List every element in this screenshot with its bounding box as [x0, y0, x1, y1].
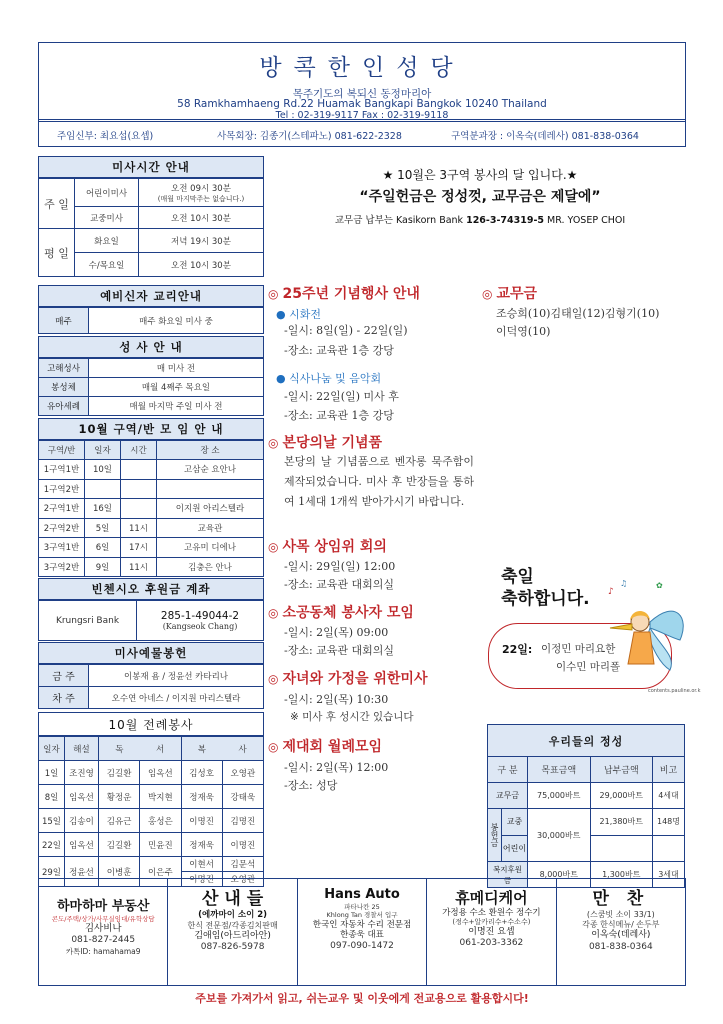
- tithe-title-text: 교무금: [496, 286, 538, 302]
- council-date: -일시: 29일(일) 12:00: [284, 560, 396, 573]
- col-header: 서: [140, 737, 181, 761]
- svg-text:♪: ♪: [608, 587, 614, 597]
- svg-text:✿: ✿: [656, 581, 663, 590]
- sacrament-label: 유아세례: [39, 397, 89, 416]
- cell: [121, 479, 157, 499]
- cell: 고유미 디에나: [157, 538, 264, 558]
- vincent-bank: Krungsri Bank: [39, 601, 137, 641]
- cell: [157, 479, 264, 499]
- cell: 황정운: [99, 785, 140, 809]
- ring-icon: ◎: [268, 606, 279, 620]
- church-address: 58 Ramkhamhaeng Rd.22 Huamak Bangkapi Bangkok 10240 Thailand: [177, 98, 547, 110]
- cell: 29일: [39, 857, 65, 887]
- cell: 3구역2반: [39, 557, 85, 577]
- ad-name: 하마하마 부동산: [56, 899, 150, 914]
- small-community-date: -일시: 2일(목) 09:00: [284, 626, 389, 639]
- ring-icon: ◎: [268, 540, 279, 554]
- bank-notice: [270, 212, 690, 226]
- ad-manchan: [557, 879, 685, 985]
- pastor: 주임신부: 최요섭(요셉): [57, 131, 154, 142]
- mass-note: (매월 마지막주는 없습니다.): [157, 194, 245, 203]
- gift-title: [268, 432, 382, 452]
- ring-icon: ◎: [268, 672, 279, 686]
- mass-time: 오전 10시 30분: [139, 253, 264, 277]
- cell: 22일: [39, 833, 65, 857]
- sacrament-title: 성 사 안 내: [38, 336, 264, 358]
- ad-line: (스쿰빗 소이 33/1): [586, 910, 655, 920]
- main-label: 교중: [502, 809, 527, 836]
- vincent-account-cell: [137, 601, 264, 641]
- anniversary-title: [268, 283, 420, 303]
- ad-sannaedeul: [168, 879, 297, 985]
- district-meeting-section: [38, 418, 264, 577]
- footer-message: 주보를 가져가서 읽고, 쉬는교우 및 이웃에게 전교용으로 활용합시다!: [195, 992, 529, 1005]
- bank-holder: MR. YOSEP CHOI: [544, 215, 626, 226]
- district-meeting-title: 10월 구역/반 모 임 안 내: [38, 418, 264, 440]
- cell: 3구역1반: [39, 538, 85, 558]
- info-bar: [38, 119, 686, 147]
- tithe-line: 조승희(10)김태일(12)김형기(10): [496, 307, 660, 320]
- mass-name: 어린이미사: [75, 179, 139, 207]
- ad-line: 087-826-5978: [200, 942, 265, 953]
- ad-name: Hans Auto: [324, 887, 400, 902]
- cell: 김길환: [99, 833, 140, 857]
- ad-line: 김애임(아드리아안): [194, 930, 271, 941]
- cell: 1구역2반: [39, 479, 85, 499]
- cell: 11시: [121, 518, 157, 538]
- council-president: 사목회장: 김종기(스테파노) 081-622-2328: [217, 131, 402, 142]
- cell: [590, 835, 653, 862]
- col-header: 해설: [65, 737, 99, 761]
- col-header: 일자: [85, 441, 121, 460]
- vincent-title: 빈첸시오 후원금 계좌: [38, 578, 264, 600]
- liturgy-section: [38, 712, 264, 887]
- legion-place: -장소: 성당: [284, 779, 338, 792]
- concert-date: -일시: 22일(일) 미사 후: [284, 390, 399, 403]
- cell: [121, 499, 157, 519]
- cell: 1,300바트: [590, 862, 653, 888]
- col-header: 구역/반: [39, 441, 85, 460]
- cell: 이병훈: [99, 857, 140, 887]
- cell: 김명진: [222, 809, 263, 833]
- district-head: 구역분과장 : 이옥숙(데레사) 081-838-0364: [451, 131, 639, 142]
- church-contact: Tel : 02-319-9117 Fax : 02-319-9118: [275, 110, 449, 121]
- cell: 2구역1반: [39, 499, 85, 519]
- ad-name: 휴메디케어: [455, 889, 528, 907]
- ad-line: 파타나칸 25: [344, 903, 380, 912]
- cell: 8,000바트: [528, 862, 591, 888]
- cell: 29,000바트: [590, 783, 653, 809]
- ad-name: 만 찬: [592, 889, 650, 909]
- col-header: 납부금액: [590, 757, 653, 783]
- image-credit: contents.pauline.or.k: [648, 688, 701, 694]
- ring-icon: ◎: [268, 287, 279, 301]
- vincent-section: [38, 578, 264, 641]
- bank-number: 126-3-74319-5: [466, 215, 545, 226]
- cell: 홍성은: [140, 809, 181, 833]
- cell: 이은주: [140, 857, 181, 887]
- cell: 복지후원금: [488, 862, 528, 888]
- cell: 21,380바트: [590, 809, 653, 836]
- cell: 고삼순 요안나: [157, 460, 264, 480]
- cell: 임옥선: [65, 833, 99, 857]
- mass-name: 교중미사: [75, 207, 139, 229]
- exhibition-subtitle: ● 시화전: [276, 308, 321, 321]
- ad-line: 097-090-1472: [330, 940, 394, 951]
- anniversary-title-text: 25주년 기념행사 안내: [282, 286, 420, 302]
- council-place: -장소: 교육관 대회의실: [284, 578, 395, 591]
- concert-subtitle: ● 식사나눔 및 음악회: [276, 372, 382, 385]
- cell: 이지원 아리스텔라: [157, 499, 264, 519]
- mass-times: [38, 156, 264, 277]
- sacrament-value: 매 미사 전: [89, 359, 264, 378]
- col-header: 목표금액: [528, 757, 591, 783]
- cell: 정재욱: [181, 785, 222, 809]
- col-header: 사: [222, 737, 263, 761]
- cell: 김문석: [222, 857, 263, 872]
- mass-time-cell: [139, 179, 264, 207]
- cell: 김충은 안나: [157, 557, 264, 577]
- sacrament-label: 봉성체: [39, 378, 89, 397]
- ad-hamahama: [39, 879, 168, 985]
- cell: 16일: [85, 499, 121, 519]
- ad-line: 카톡ID: hamahama9: [65, 946, 141, 956]
- offering-slogan: “주일헌금은 정성껏, 교무금은 제달에”: [359, 189, 601, 205]
- council-title-text: 사목 상임위 회의: [282, 539, 387, 555]
- col-header: 비고: [653, 757, 685, 783]
- feast-title: [501, 566, 590, 610]
- ad-line: 각종 한식메뉴/ 손두부: [582, 920, 660, 930]
- cell: 임옥선: [140, 761, 181, 785]
- sacrament-value: 매월 4째주 목요일: [89, 378, 264, 397]
- feast-date: 22일:: [502, 643, 533, 656]
- cell: 10일: [85, 460, 121, 480]
- flower-label: 금 주: [39, 665, 89, 687]
- cell: 75,000바트: [528, 783, 591, 809]
- cell: 11시: [121, 557, 157, 577]
- ad-line: 콘도/주택/상가/사무실임대/유학상담: [51, 915, 155, 924]
- tithe-line: 이덕영(10): [496, 325, 551, 338]
- cell: 3세대: [653, 862, 685, 888]
- offering-title: 우리들의 정성: [487, 724, 685, 756]
- flower-label: 차 주: [39, 687, 89, 709]
- angel-icon: [606, 578, 690, 686]
- family-mass-note: ※ 미사 후 성시간 있습니다: [290, 711, 414, 723]
- gift-text: 본당의 날 기념품으로 벤자롱 묵주함이 제작되었습니다. 미사 후 반장들을 통하여 1세대 1개씩 받아가시기 바랍니다.: [284, 455, 474, 508]
- ad-line: 이명진 요셉: [468, 927, 515, 938]
- legion-title: [268, 736, 382, 756]
- cell: 정재욱: [181, 833, 222, 857]
- header: [38, 42, 686, 122]
- cell: 박지현: [140, 785, 181, 809]
- cell: 민윤진: [140, 833, 181, 857]
- legion-title-text: 제대회 월례모임: [282, 739, 383, 755]
- cell: 2구역2반: [39, 518, 85, 538]
- offering-section: [487, 724, 685, 888]
- cell: 이명진: [222, 833, 263, 857]
- col-header: 복: [181, 737, 222, 761]
- cell: 4세대: [653, 783, 685, 809]
- concert-place: -장소: 교육관 1층 강당: [284, 409, 394, 422]
- mass-name: 화요일: [75, 229, 139, 253]
- mass-name: 수/목요일: [75, 253, 139, 277]
- cell: 조진영: [65, 761, 99, 785]
- small-community-title: [268, 602, 414, 622]
- cell: 5일: [85, 518, 121, 538]
- ring-icon: ◎: [268, 740, 279, 754]
- ring-icon: ◎: [268, 436, 279, 450]
- cell: 9일: [85, 557, 121, 577]
- ad-line: 가정용 수소 환원수 정수기: [442, 907, 541, 918]
- ad-line: 061-203-3362: [459, 938, 524, 949]
- cell: 교무금: [488, 783, 528, 809]
- ad-line: (정수+알카리수+수소수): [452, 918, 531, 927]
- ad-line: 081-827-2445: [71, 935, 136, 946]
- flower-title: 미사예물봉헌: [38, 642, 264, 664]
- catechumen-value: 매주 화요일 미사 중: [89, 308, 264, 334]
- family-mass-title-text: 자녀와 가정을 위한미사: [282, 671, 428, 687]
- ad-hans-auto: [298, 879, 427, 985]
- feast-title-2: 축하합니다.: [501, 589, 590, 609]
- month-notice: ★ 10월은 3구역 봉사의 달 입니다.★: [382, 168, 578, 182]
- small-community-place: -장소: 교육관 대회의실: [284, 644, 395, 657]
- catechumen-title: 예비신자 교리안내: [38, 285, 264, 307]
- council-title: [268, 536, 387, 556]
- cell: 6일: [85, 538, 121, 558]
- sunday-label: 주 일: [39, 179, 75, 229]
- catechumen-section: [38, 285, 264, 334]
- ad-line: 김사비나: [84, 923, 122, 935]
- church-patron: 목주기도의 복되신 동정마리아: [292, 88, 432, 100]
- cell: [121, 460, 157, 480]
- sacrament-value: 매월 마지막 주일 미사 전: [89, 397, 264, 416]
- family-mass-title: [268, 668, 427, 688]
- cell: 김성호: [181, 761, 222, 785]
- flower-value: 오수연 아네스 / 이지원 마리스텔라: [89, 687, 264, 709]
- ad-line: 081-838-0364: [588, 941, 653, 952]
- cell: 이명진: [181, 872, 222, 887]
- cell: 17시: [121, 538, 157, 558]
- cell: 김길환: [99, 761, 140, 785]
- cell: 교육관: [157, 518, 264, 538]
- cell: 김유근: [99, 809, 140, 833]
- cell: [85, 479, 121, 499]
- weekday-label: 평 일: [39, 229, 75, 277]
- ad-line: Khlong Tan 경찰서 입구: [326, 911, 398, 920]
- col-header: 시간: [121, 441, 157, 460]
- gift-title-text: 본당의날 기념품: [282, 435, 383, 451]
- cell: 정윤선: [65, 857, 99, 887]
- cell: [653, 835, 685, 862]
- cell: 15일: [39, 809, 65, 833]
- cell: 148명: [653, 809, 685, 836]
- ad-line: (에까마이 소이 2): [198, 910, 268, 921]
- bank-label: 교무금 납부는 Kasikorn Bank: [334, 215, 467, 226]
- ad-humedicare: [427, 879, 556, 985]
- cell: 30,000바트: [528, 809, 591, 862]
- mass-time: 저녁 19시 30분: [139, 229, 264, 253]
- cell: 김송이: [65, 809, 99, 833]
- ad-line: 한식 전문점/각종김치판매: [187, 920, 278, 930]
- cell: 1구역1반: [39, 460, 85, 480]
- vincent-account: 285-1-49044-2: [160, 610, 240, 622]
- legion-date: -일시: 2일(목) 12:00: [284, 761, 389, 774]
- feast-name: 이정민 마리요한: [541, 643, 616, 655]
- building-label: 봉헌금: [488, 809, 502, 861]
- col-header: 구 분: [488, 757, 528, 783]
- ring-icon: ◎: [482, 287, 493, 301]
- vincent-holder: (Kangseok Chang): [162, 622, 238, 631]
- ad-line: 한종욱 대표: [340, 930, 384, 941]
- cell: 1일: [39, 761, 65, 785]
- cell: 강태욱: [222, 785, 263, 809]
- catechumen-label: 매주: [39, 308, 89, 334]
- ad-name: 산 내 들: [202, 889, 264, 909]
- mass-title: 미사시간 안내: [38, 156, 264, 178]
- svg-text:♫: ♫: [620, 579, 628, 588]
- church-title: 방콕한인성당: [259, 55, 465, 81]
- ad-line: 한국인 자동차 수리 전문점: [312, 919, 412, 930]
- mass-time: 오전 09시 30분: [171, 183, 231, 194]
- cell: 오영관: [222, 872, 263, 887]
- flower-value: 이봉재 욤 / 정윤선 카타리나: [89, 665, 264, 687]
- exhibition-place: -장소: 교육관 1층 강당: [284, 344, 394, 357]
- child-label: 어린이: [502, 843, 527, 853]
- sacrament-section: [38, 336, 264, 416]
- col-header: 장 소: [157, 441, 264, 460]
- cell: 오영관: [222, 761, 263, 785]
- feast-name: 이수민 마리폴: [556, 661, 621, 673]
- cell: 임옥선: [65, 785, 99, 809]
- tithe-title: [482, 283, 537, 303]
- offering-flower-section: [38, 642, 264, 709]
- col-header: 일자: [39, 737, 65, 761]
- ads-bar: [38, 878, 686, 986]
- feast-title-1: 축일: [501, 567, 534, 587]
- cell: 이명진: [181, 809, 222, 833]
- building-cell: [488, 809, 528, 862]
- liturgy-title: 10월 전례봉사: [38, 712, 264, 736]
- cell: 8일: [39, 785, 65, 809]
- col-header: 독: [99, 737, 140, 761]
- small-community-title-text: 소공동체 봉사자 모임: [282, 605, 414, 621]
- family-mass-date: -일시: 2일(목) 10:30: [284, 693, 389, 706]
- mass-time: 오전 10시 30분: [139, 207, 264, 229]
- exhibition-date: -일시: 8일(일) - 22일(일): [284, 324, 408, 337]
- ad-line: 이옥숙(데레사): [591, 930, 651, 941]
- cell: 이현서: [181, 857, 222, 872]
- sacrament-label: 고해성사: [39, 359, 89, 378]
